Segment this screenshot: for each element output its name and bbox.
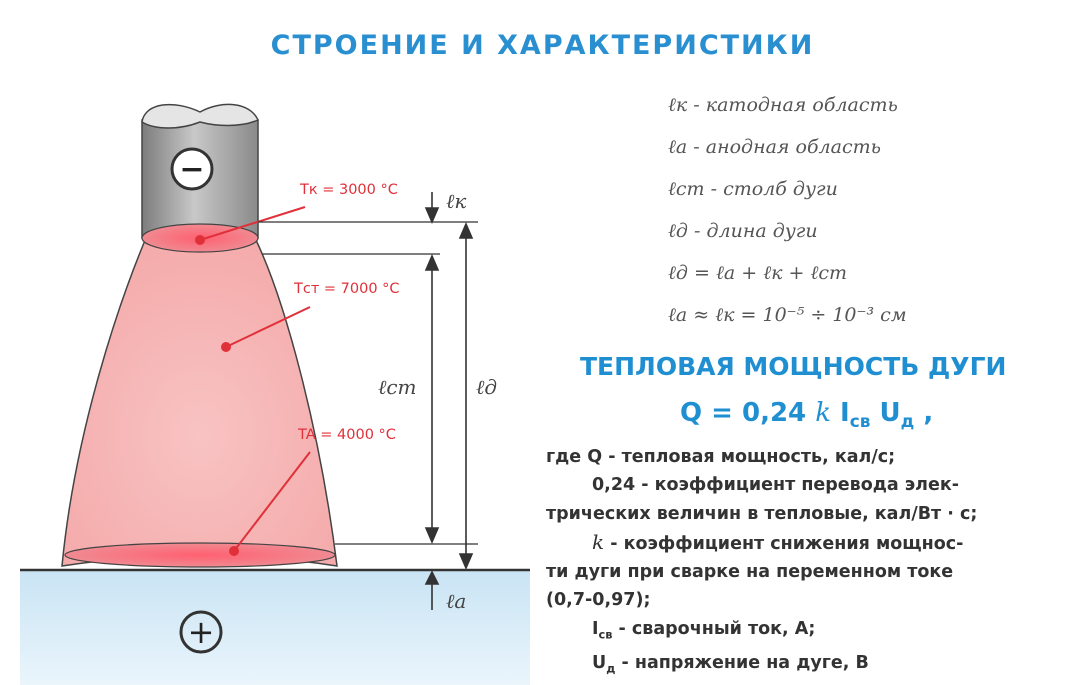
formula-u: U <box>879 398 901 428</box>
dim-lst-head-top <box>426 256 438 270</box>
page-title: СТРОЕНИЕ И ХАРАКТЕРИСТИКИ <box>270 30 815 61</box>
desc-line-4-text: - коэффициент снижения мощнос- <box>604 533 964 554</box>
dim-ld-head-bottom <box>460 554 472 568</box>
dim-lst-head-bottom <box>426 528 438 542</box>
desc-line-2: 0,24 - коэффициент перевода элек- <box>592 475 960 496</box>
desc-line-4 <box>546 528 1081 558</box>
dim-label-lst: ℓст <box>378 375 417 399</box>
formula-k: k <box>815 398 831 428</box>
desc-line-1: где Q - тепловая мощность, кал/с; <box>546 447 896 467</box>
plus-icon: + <box>187 613 215 651</box>
legend-length: ℓд - длина дуги <box>668 220 818 242</box>
desc-u: U <box>592 652 607 673</box>
heat-description <box>546 443 1081 682</box>
desc-k: k <box>592 529 605 554</box>
heat-formula <box>680 398 933 431</box>
formula-i-sub: св <box>849 411 871 432</box>
temp-anode: TA = 4000 °C <box>298 427 396 443</box>
desc-line-8-text: - напряжение на дуге, В <box>615 652 869 673</box>
anode-plate <box>20 570 530 685</box>
anode-spot <box>65 543 335 567</box>
desc-u-sub: д <box>606 661 616 676</box>
desc-line-8 <box>546 649 1081 683</box>
legend-anode: ℓа - анодная область <box>668 136 881 158</box>
legend-range: ℓа ≈ ℓк = 10⁻⁵ ÷ 10⁻³ см <box>668 304 907 326</box>
legend-cathode: ℓк - катодная область <box>668 94 898 116</box>
desc-i: I <box>592 618 599 639</box>
formula-part-a: Q = 0,24 <box>680 398 807 428</box>
dim-label-la: ℓа <box>446 589 467 613</box>
legend-sum: ℓд = ℓа + ℓк + ℓст <box>668 262 848 284</box>
formula-i: I <box>840 398 850 428</box>
desc-line-3: трических величин в тепловые, кал/Вт · с; <box>546 503 978 524</box>
formula-end: , <box>923 398 934 428</box>
formula-u-sub: д <box>900 411 915 432</box>
desc-i-sub: св <box>598 627 613 642</box>
heat-power-title: ТЕПЛОВАЯ МОЩНОСТЬ ДУГИ <box>580 352 1007 381</box>
dim-label-ld: ℓд <box>476 375 498 399</box>
dim-ld-head-top <box>460 224 472 238</box>
desc-line-7-text: - сварочный ток, А; <box>612 618 816 639</box>
desc-line-6: (0,7-0,97); <box>546 590 651 611</box>
legend-column: ℓст - столб дуги <box>668 178 838 200</box>
temp-cathode: Tк = 3000 °C <box>300 182 398 198</box>
desc-line-7 <box>546 615 1081 649</box>
desc-line-5: ти дуги при сварке на переменном токе <box>546 562 954 583</box>
pointer-cathode-dot <box>196 236 204 244</box>
minus-icon: − <box>179 152 205 187</box>
pointer-column-dot <box>222 343 230 351</box>
pointer-anode-dot <box>230 547 238 555</box>
dim-lk-arrowhead <box>426 208 438 222</box>
dim-label-lk: ℓк <box>446 189 467 213</box>
legend <box>668 94 1078 346</box>
temp-column: Tст = 7000 °C <box>294 281 400 297</box>
